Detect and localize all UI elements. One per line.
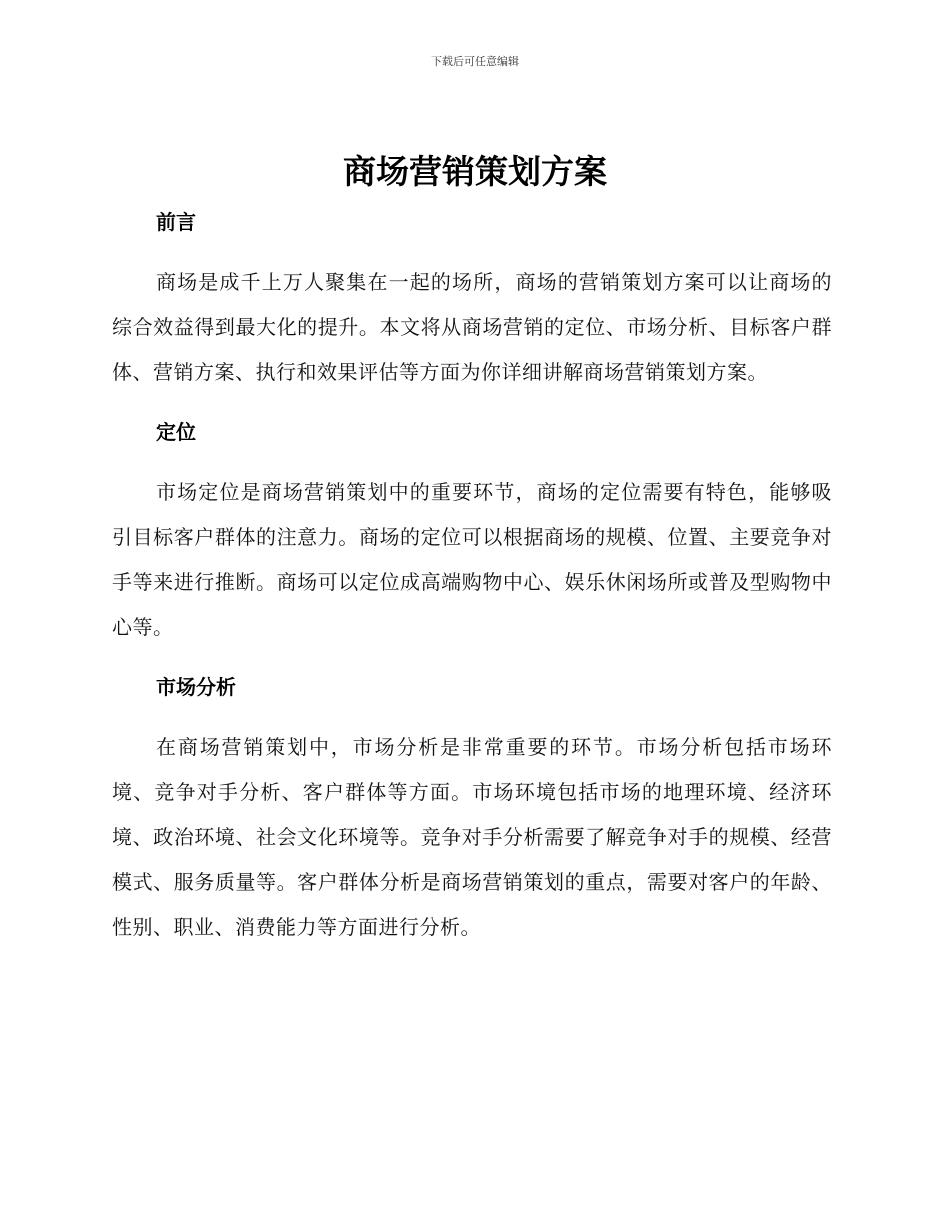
section-positioning xyxy=(112,414,832,669)
section-heading: 定位 xyxy=(156,420,196,444)
section-paragraph: 市场定位是商场营销策划中的重要环节，商场的定位需要有特色，能够吸引目标客户群体的注意力。商场的定位可以根据商场的规模、位置、主要竞争对手等来进行推断。商场可以定位成高端购物中心、娱乐休闲场所或普及型购物中心等。 xyxy=(112,480,832,639)
section-heading: 前言 xyxy=(156,210,196,234)
section-paragraph: 商场是成千上万人聚集在一起的场所，商场的营销策划方案可以让商场的综合效益得到最大化的提升。本文将从商场营销的定位、市场分析、目标客户群体、营销方案、执行和效果评估等方面为你详细讲解商场营销策划方案。 xyxy=(112,270,832,384)
document-body xyxy=(112,204,832,950)
section-heading: 市场分析 xyxy=(156,675,236,699)
page-header-note: 下载后可任意编辑 xyxy=(431,55,519,68)
section-paragraph: 在商场营销策划中，市场分析是非常重要的环节。市场分析包括市场环境、竞争对手分析、客户群体等方面。市场环境包括市场的地理环境、经济环境、政治环境、社会文化环境等。竞争对手分析需要了解竞争对手的规模、经营模式、服务质量等。客户群体分析是商场营销策划的重点，需要对客户的年龄、性别、职业、消费能力等方面进行分析。 xyxy=(112,735,832,939)
section-preface xyxy=(112,204,832,414)
document-title: 商场营销策划方案 xyxy=(343,152,607,191)
section-market-analysis xyxy=(112,669,832,950)
